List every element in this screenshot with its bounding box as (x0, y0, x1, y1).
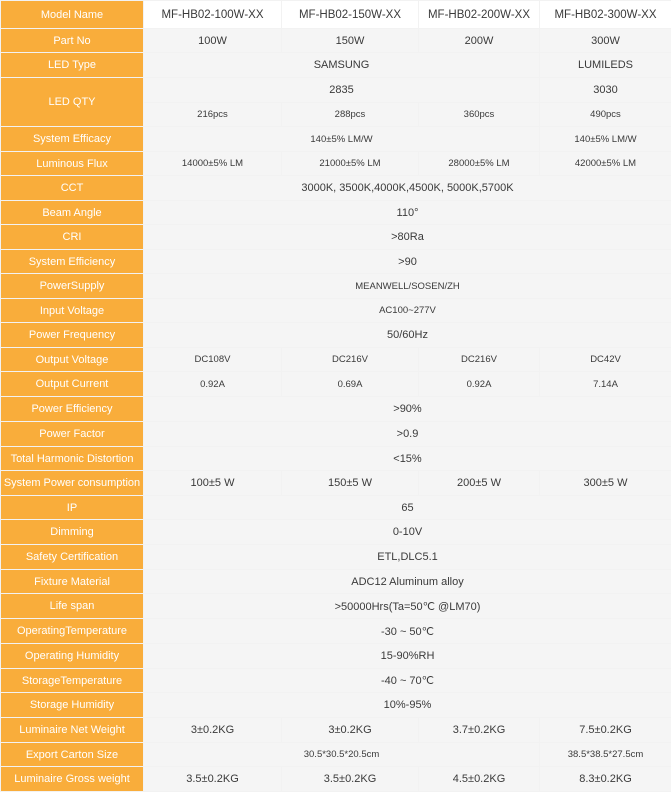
output-voltage-150w: DC216V (282, 348, 419, 372)
output-voltage-200w: DC216V (419, 348, 540, 372)
luminous-flux-150w: 21000±5% LM (282, 152, 419, 176)
input-voltage-label: Input Voltage (1, 299, 144, 323)
led-chip-2835: 2835 (144, 78, 540, 103)
power-efficiency-value: >90% (144, 397, 671, 422)
output-voltage-300w: DC42V (540, 348, 671, 372)
beam-angle-value: 110° (144, 201, 671, 225)
part-no-200w: 200W (419, 29, 540, 53)
row-beam-angle (1, 201, 671, 225)
thd-label: Total Harmonic Distortion (1, 447, 144, 471)
beam-angle-label: Beam Angle (1, 201, 144, 225)
row-output-voltage (1, 348, 671, 372)
system-efficacy-label: System Efficacy (1, 127, 144, 152)
output-current-150w: 0.69A (282, 372, 419, 397)
safety-label: Safety Certification (1, 545, 144, 570)
model-200w: MF-HB02-200W-XX (419, 1, 540, 29)
carton-size-label: Export Carton Size (1, 743, 144, 767)
row-led-chip (1, 78, 671, 103)
output-voltage-100w: DC108V (144, 348, 282, 372)
row-output-current (1, 372, 671, 397)
operating-temperature-label: OperatingTemperature (1, 619, 144, 644)
row-system-power (1, 471, 671, 496)
luminous-flux-100w: 14000±5% LM (144, 152, 282, 176)
led-chip-3030: 3030 (540, 78, 671, 103)
power-factor-label: Power Factor (1, 422, 144, 447)
row-thd (1, 447, 671, 471)
gross-weight-label: Luminaire Gross weight (1, 767, 144, 792)
luminous-flux-label: Luminous Flux (1, 152, 144, 176)
row-safety (1, 545, 671, 570)
cri-label: CRI (1, 225, 144, 250)
input-voltage-value: AC100~277V (144, 299, 671, 323)
row-model-name (1, 1, 671, 29)
led-qty-100w: 216pcs (144, 103, 282, 127)
led-qty-200w: 360pcs (419, 103, 540, 127)
life-span-value: >50000Hrs(Ta=50℃ @LM70) (144, 594, 671, 619)
row-power-factor (1, 422, 671, 447)
power-supply-label: PowerSupply (1, 274, 144, 299)
ip-value: 65 (144, 496, 671, 520)
net-weight-150w: 3±0.2KG (282, 718, 419, 743)
system-power-150w: 150±5 W (282, 471, 419, 496)
system-power-300w: 300±5 W (540, 471, 671, 496)
row-luminous-flux (1, 152, 671, 176)
row-life-span (1, 594, 671, 619)
carton-size-value: 30.5*30.5*20.5cm (144, 743, 540, 767)
carton-size-300w: 38.5*38.5*27.5cm (540, 743, 671, 767)
system-efficacy-value: 140±5% LM/W (144, 127, 540, 152)
output-current-200w: 0.92A (419, 372, 540, 397)
row-fixture-material (1, 570, 671, 594)
led-qty-150w: 288pcs (282, 103, 419, 127)
row-input-voltage (1, 299, 671, 323)
power-efficiency-label: Power Efficiency (1, 397, 144, 422)
output-current-300w: 7.14A (540, 372, 671, 397)
led-type-lumileds: LUMILEDS (540, 53, 671, 78)
part-no-150w: 150W (282, 29, 419, 53)
operating-humidity-value: 15-90%RH (144, 644, 671, 669)
row-part-no (1, 29, 671, 53)
model-name-label: Model Name (1, 1, 144, 29)
fixture-material-label: Fixture Material (1, 570, 144, 594)
system-power-label: System Power consumption (1, 471, 144, 496)
row-ip (1, 496, 671, 520)
power-factor-value: >0.9 (144, 422, 671, 447)
row-power-frequency (1, 323, 671, 348)
row-power-supply (1, 274, 671, 299)
net-weight-300w: 7.5±0.2KG (540, 718, 671, 743)
operating-temperature-value: -30 ~ 50℃ (144, 619, 671, 644)
power-frequency-label: Power Frequency (1, 323, 144, 348)
system-efficiency-label: System Efficiency (1, 250, 144, 274)
system-efficiency-value: >90 (144, 250, 671, 274)
thd-value: <15% (144, 447, 671, 471)
led-type-label: LED Type (1, 53, 144, 78)
row-operating-humidity (1, 644, 671, 669)
dimming-value: 0-10V (144, 520, 671, 545)
storage-humidity-value: 10%-95% (144, 693, 671, 718)
gross-weight-100w: 3.5±0.2KG (144, 767, 282, 792)
power-supply-value: MEANWELL/SOSEN/ZH (144, 274, 671, 299)
output-voltage-label: Output Voltage (1, 348, 144, 372)
fixture-material-value: ADC12 Aluminum alloy (144, 570, 671, 594)
output-current-100w: 0.92A (144, 372, 282, 397)
row-led-type (1, 53, 671, 78)
system-power-200w: 200±5 W (419, 471, 540, 496)
storage-temperature-label: StorageTemperature (1, 669, 144, 693)
cri-value: >80Ra (144, 225, 671, 250)
led-type-samsung: SAMSUNG (144, 53, 540, 78)
model-150w: MF-HB02-150W-XX (282, 1, 419, 29)
part-no-300w: 300W (540, 29, 671, 53)
row-dimming (1, 520, 671, 545)
row-carton-size (1, 743, 671, 767)
row-gross-weight (1, 767, 671, 792)
led-qty-label: LED QTY (1, 78, 144, 127)
storage-temperature-value: -40 ~ 70℃ (144, 669, 671, 693)
model-100w: MF-HB02-100W-XX (144, 1, 282, 29)
life-span-label: Life span (1, 594, 144, 619)
system-power-100w: 100±5 W (144, 471, 282, 496)
led-qty-300w: 490pcs (540, 103, 671, 127)
row-system-efficiency (1, 250, 671, 274)
luminous-flux-300w: 42000±5% LM (540, 152, 671, 176)
row-power-efficiency (1, 397, 671, 422)
row-storage-humidity (1, 693, 671, 718)
row-storage-temperature (1, 669, 671, 693)
operating-humidity-label: Operating Humidity (1, 644, 144, 669)
gross-weight-150w: 3.5±0.2KG (282, 767, 419, 792)
model-300w: MF-HB02-300W-XX (540, 1, 671, 29)
gross-weight-200w: 4.5±0.2KG (419, 767, 540, 792)
row-net-weight (1, 718, 671, 743)
safety-value: ETL,DLC5.1 (144, 545, 671, 570)
net-weight-100w: 3±0.2KG (144, 718, 282, 743)
luminous-flux-200w: 28000±5% LM (419, 152, 540, 176)
row-cct (1, 176, 671, 201)
part-no-100w: 100W (144, 29, 282, 53)
dimming-label: Dimming (1, 520, 144, 545)
net-weight-label: Luminaire Net Weight (1, 718, 144, 743)
output-current-label: Output Current (1, 372, 144, 397)
row-system-efficacy (1, 127, 671, 152)
net-weight-200w: 3.7±0.2KG (419, 718, 540, 743)
cct-value: 3000K, 3500K,4000K,4500K, 5000K,5700K (144, 176, 671, 201)
cct-label: CCT (1, 176, 144, 201)
power-frequency-value: 50/60Hz (144, 323, 671, 348)
system-efficacy-300w: 140±5% LM/W (540, 127, 671, 152)
storage-humidity-label: Storage Humidity (1, 693, 144, 718)
ip-label: IP (1, 496, 144, 520)
row-cri (1, 225, 671, 250)
gross-weight-300w: 8.3±0.2KG (540, 767, 671, 792)
part-no-label: Part No (1, 29, 144, 53)
row-operating-temperature (1, 619, 671, 644)
